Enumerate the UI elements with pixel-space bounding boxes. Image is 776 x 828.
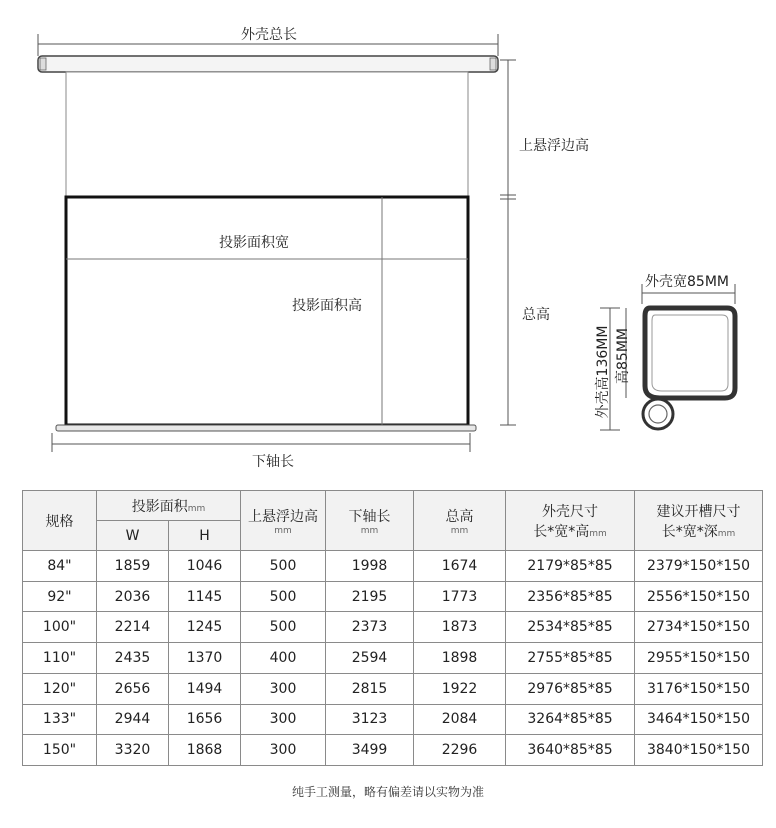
shell-housing: [38, 56, 498, 72]
cell-slot: 2734*150*150: [635, 612, 763, 643]
total-height-label: 总高: [522, 307, 550, 323]
cell-bottom: 2373: [326, 612, 414, 643]
table-row: [23, 704, 763, 735]
header-slot-size: 建议开槽尺寸 长*宽*深mm: [635, 491, 763, 551]
cell-shell: 2179*85*85: [506, 551, 635, 582]
height-dimension: [500, 60, 516, 425]
cell-slot: 3464*150*150: [635, 704, 763, 735]
header-top-border: 上悬浮边高 mm: [241, 491, 326, 551]
cell-total: 2084: [414, 704, 506, 735]
cell-slot: 2556*150*150: [635, 581, 763, 612]
table-row: [23, 551, 763, 582]
cell-h: 1656: [169, 704, 241, 735]
cell-shell: 2356*85*85: [506, 581, 635, 612]
header-w: W: [97, 521, 169, 551]
case-height-label: 外壳高136MM: [595, 325, 611, 419]
cell-total: 1898: [414, 643, 506, 674]
cell-slot: 3176*150*150: [635, 673, 763, 704]
cell-shell: 3640*85*85: [506, 735, 635, 766]
cell-bottom: 1998: [326, 551, 414, 582]
cell-spec: 120": [23, 673, 97, 704]
cell-shell: 2755*85*85: [506, 643, 635, 674]
cell-top: 500: [241, 581, 326, 612]
cell-spec: 110": [23, 643, 97, 674]
cell-spec: 133": [23, 704, 97, 735]
footnote: 纯手工测量，略有偏差请以实物为准: [291, 785, 484, 799]
cell-bottom: 2195: [326, 581, 414, 612]
spec-table: [22, 490, 763, 766]
table-row: [23, 581, 763, 612]
table-row: [23, 643, 763, 674]
cell-h: 1145: [169, 581, 241, 612]
cell-spec: 84": [23, 551, 97, 582]
cell-top: 300: [241, 704, 326, 735]
case-width-label: 外壳宽85MM: [645, 274, 729, 290]
top-border-area: [66, 72, 468, 197]
cell-slot: 2379*150*150: [635, 551, 763, 582]
cell-spec: 150": [23, 735, 97, 766]
cell-top: 500: [241, 551, 326, 582]
cell-top: 300: [241, 735, 326, 766]
cell-bottom: 2815: [326, 673, 414, 704]
cell-w: 2435: [97, 643, 169, 674]
cell-w: 2656: [97, 673, 169, 704]
cell-w: 1859: [97, 551, 169, 582]
top-border-label: 上悬浮边高: [519, 138, 589, 154]
cell-shell: 2976*85*85: [506, 673, 635, 704]
cell-spec: 92": [23, 581, 97, 612]
projection-width-label: 投影面积宽: [219, 235, 289, 251]
cell-w: 2036: [97, 581, 169, 612]
header-shell-size: 外壳尺寸 长*宽*高mm: [506, 491, 635, 551]
header-bottom-bar: 下轴长 mm: [326, 491, 414, 551]
cell-total: 1873: [414, 612, 506, 643]
header-h: H: [169, 521, 241, 551]
cell-total: 1922: [414, 673, 506, 704]
cell-w: 2944: [97, 704, 169, 735]
cell-shell: 2534*85*85: [506, 612, 635, 643]
cell-bottom: 3499: [326, 735, 414, 766]
cell-total: 1773: [414, 581, 506, 612]
bottom-bar-label: 下轴长: [252, 454, 294, 470]
cell-w: 2214: [97, 612, 169, 643]
inner-height-label: 高85MM: [615, 328, 631, 384]
bottom-bar: [56, 425, 476, 431]
shell-length-label: 外壳总长: [241, 27, 297, 43]
cell-bottom: 3123: [326, 704, 414, 735]
cell-h: 1868: [169, 735, 241, 766]
table-row: [23, 673, 763, 704]
cell-top: 300: [241, 673, 326, 704]
cell-shell: 3264*85*85: [506, 704, 635, 735]
cell-slot: 3840*150*150: [635, 735, 763, 766]
cell-h: 1370: [169, 643, 241, 674]
cell-h: 1494: [169, 673, 241, 704]
cell-w: 3320: [97, 735, 169, 766]
cell-total: 1674: [414, 551, 506, 582]
cell-total: 2296: [414, 735, 506, 766]
header-projection-area: 投影面积mm: [97, 491, 241, 521]
cell-slot: 2955*150*150: [635, 643, 763, 674]
cell-bottom: 2594: [326, 643, 414, 674]
projection-height-label: 投影面积高: [292, 298, 362, 314]
table-row: [23, 612, 763, 643]
cell-spec: 100": [23, 612, 97, 643]
cell-h: 1245: [169, 612, 241, 643]
cell-top: 400: [241, 643, 326, 674]
header-total-height: 总高 mm: [414, 491, 506, 551]
table-row: [23, 735, 763, 766]
cell-h: 1046: [169, 551, 241, 582]
header-spec: 规格: [23, 491, 97, 551]
cell-top: 500: [241, 612, 326, 643]
